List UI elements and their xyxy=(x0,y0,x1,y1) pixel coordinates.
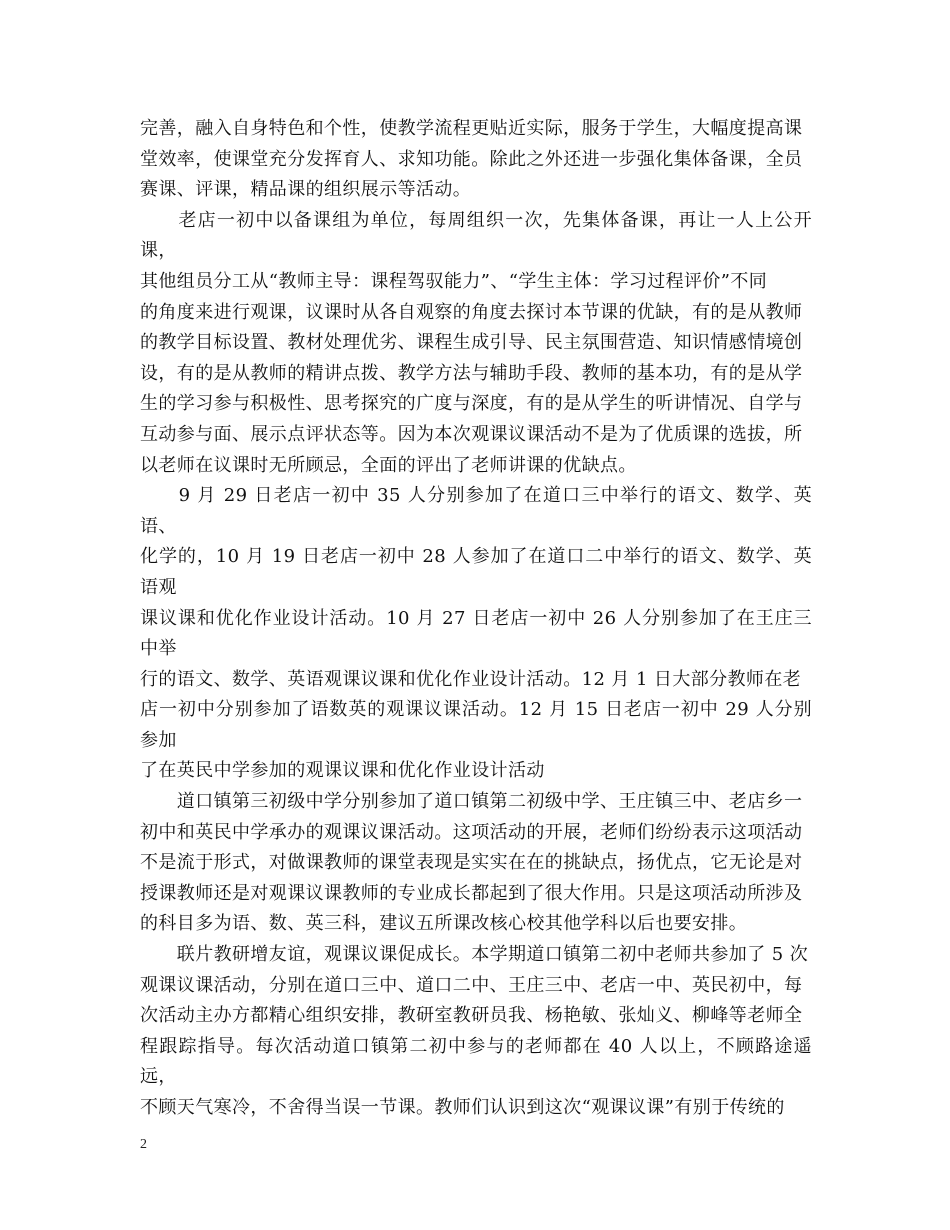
text-line: 不顾天气寒冷，不舍得当误一节课。教师们认识到这次“观课议课”有别于传统的 xyxy=(140,1097,785,1118)
text-line: 的教学目标设置、教材处理优劣、课程生成引导、民主氛围营造、知识情感情境创 xyxy=(140,332,803,354)
text-line: 互动参与面、展示点评状态等。因为本次观课议课活动不是为了优质课的选拔，所 xyxy=(140,423,803,445)
text-line: 行的语文、数学、英语观课议课和优化作业设计活动。12 月 1 日大部分教师在老 xyxy=(140,668,802,690)
text-line: 店一初中分别参加了语数英的观课议课活动。12 月 15 日老店一初中 29 人分别参加 xyxy=(140,699,812,751)
paragraph-3 xyxy=(140,481,812,787)
text-line: 完善，融入自身特色和个性，使教学流程更贴近实际，服务于学生，大幅度提高课 xyxy=(140,118,803,139)
text-line: 观课议课活动，分别在道口三中、道口二中、王庄三中、老店一中、英民初中，每 xyxy=(140,974,803,996)
page-number: 2 xyxy=(140,1137,147,1152)
text-line: 次活动主办方都精心组织安排，教研室教研员我、杨艳敏、张灿义、柳峰等老师全 xyxy=(140,1005,803,1027)
text-line: 生的学习参与积极性、思考探究的广度与深度，有的是从学生的听讲情况、自学与 xyxy=(140,393,803,415)
text-line: 的角度来进行观课，议课时从各自观察的角度去探讨本节课的优缺，有的是从教师 xyxy=(140,301,803,323)
text-line: 其他组员分工从“教师主导：课程驾驭能力”、“学生主体：学习过程评价”不同 xyxy=(140,270,768,292)
document-body xyxy=(140,114,812,1124)
text-line: 化学的，10 月 19 日老店一初中 28 人参加了在道口二中举行的语文、数学、英语观 xyxy=(140,546,812,598)
text-line: 的科目多为语、数、英三科，建议五所课改核心校其他学科以后也要安排。 xyxy=(140,913,748,935)
paragraph-2 xyxy=(140,206,812,481)
paragraph-1 xyxy=(140,114,812,206)
text-line: 以老师在议课时无所顾忌，全面的评出了老师讲课的优缺点。 xyxy=(140,454,637,476)
text-line: 授课教师还是对观课议课教师的专业成长都起到了很大作用。只是这项活动所涉及 xyxy=(140,882,803,904)
text-line: 了在英民中学参加的观课议课和优化作业设计活动 xyxy=(140,760,545,782)
text-line: 不是流于形式，对做课教师的课堂表现是实实在在的挑缺点，扬优点，它无论是对 xyxy=(140,852,803,874)
text-line: 赛课、评课，精品课的组织展示等活动。 xyxy=(140,179,472,201)
text-line: 设，有的是从教师的精讲点拨、教学方法与辅助手段、教师的基本功，有的是从学 xyxy=(140,362,803,384)
text-line: 老店一初中以备课组为单位，每周组织一次，先集体备课，再让一人上公开课， xyxy=(140,209,812,262)
text-line: 堂效率，使课堂充分发挥育人、求知功能。除此之外还进一步强化集体备课，全员 xyxy=(140,148,803,170)
text-line: 联片教研增友谊，观课议课促成长。本学期道口镇第二初中老师共参加了 5 次 xyxy=(140,944,809,966)
paragraph-4 xyxy=(140,787,812,940)
paragraph-5 xyxy=(140,940,812,1124)
text-line: 课议课和优化作业设计活动。10 月 27 日老店一初中 26 人分别参加了在王庄三中举 xyxy=(140,607,812,660)
text-line: 道口镇第三初级中学分别参加了道口镇第二初级中学、王庄镇三中、老店乡一 xyxy=(140,791,803,813)
text-line: 程跟踪指导。每次活动道口镇第二初中参与的老师都在 40 人以上，不顾路途遥远， xyxy=(140,1035,812,1088)
text-line: 9 月 29 日老店一初中 35 人分别参加了在道口三中举行的语文、数学、英语、 xyxy=(140,485,812,537)
text-line: 初中和英民中学承办的观课议课活动。这项活动的开展，老师们纷纷表示这项活动 xyxy=(140,821,803,843)
